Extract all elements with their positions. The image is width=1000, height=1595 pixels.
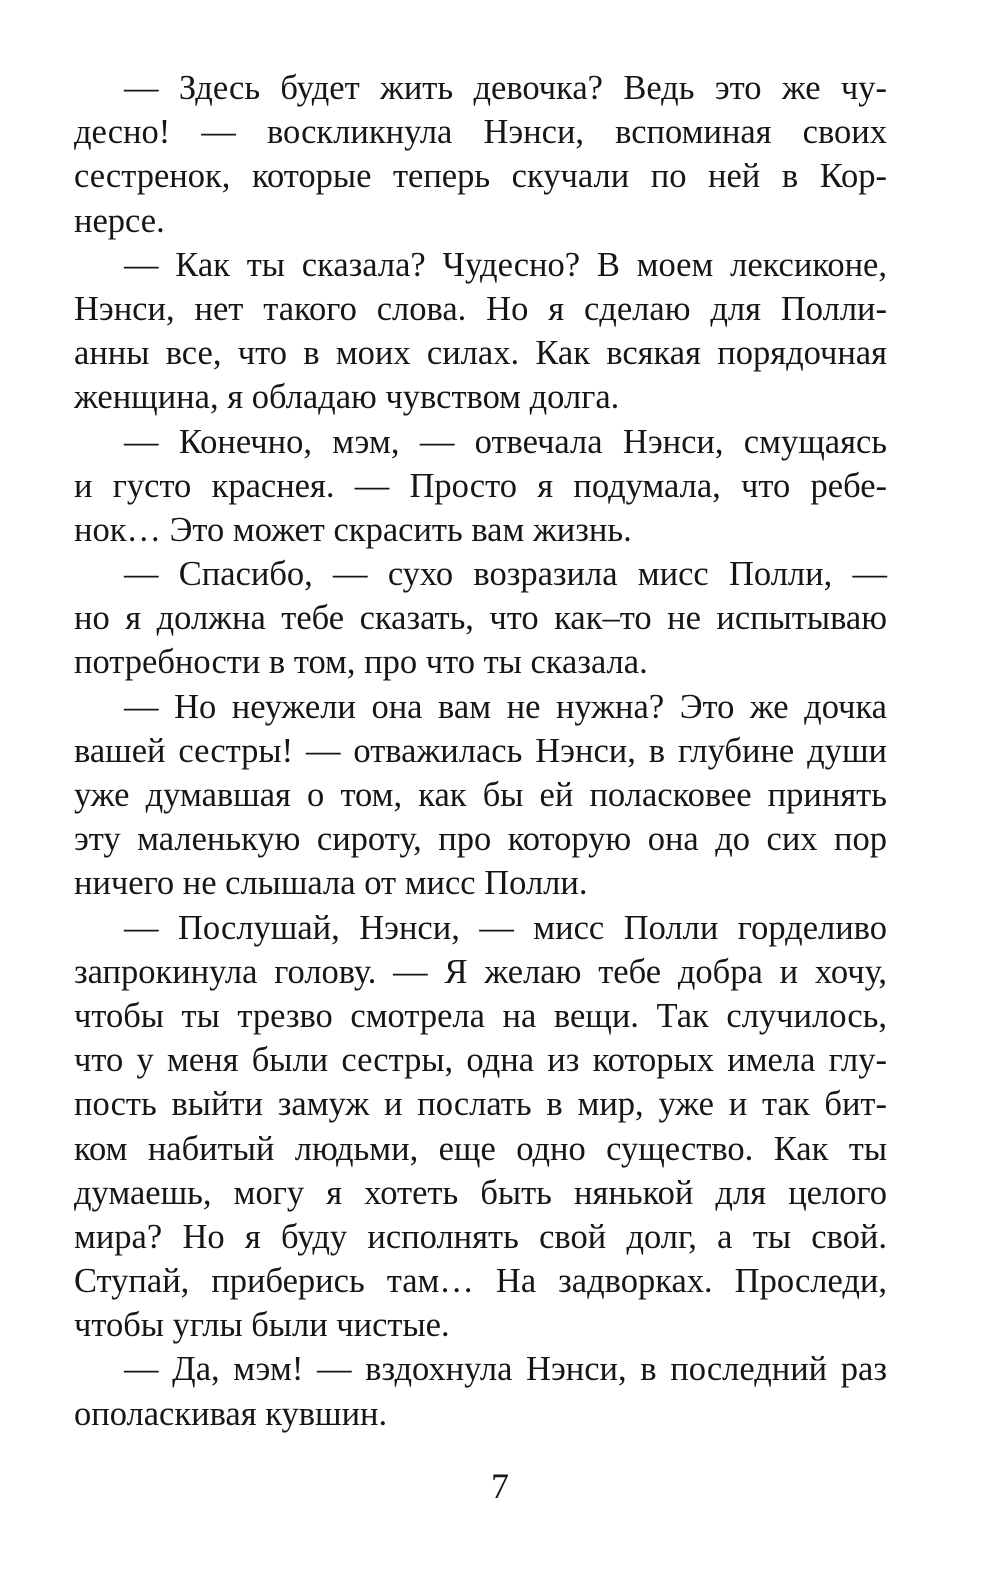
- book-page-text: [74, 66, 887, 1436]
- text-line: пость выйти замуж и послать в мир, уже и так бит-: [74, 1085, 887, 1124]
- text-line: что у меня были сестры, одна из которых имела глу-: [74, 1041, 887, 1080]
- text-line: — Да, мэм! — вздохнула Нэнси, в последний раз: [124, 1350, 887, 1389]
- text-line: Нэнси, нет такого слова. Но я сделаю для Полли-: [74, 289, 887, 328]
- text-line: и густо краснея. — Просто я подумала, что ребе-: [74, 466, 887, 505]
- text-line: вашей сестры! — отважилась Нэнси, в глубине души: [74, 731, 887, 770]
- text-line: запрокинула голову. — Я желаю тебе добра и хочу,: [74, 952, 887, 991]
- text-line: Ступай, приберись там… На задворках. Проследи,: [74, 1262, 887, 1301]
- text-line: — Здесь будет жить девочка? Ведь это же чу-: [124, 69, 887, 107]
- text-line: анны все, что в моих силах. Как всякая порядочная: [74, 334, 887, 373]
- text-line: чтобы ты трезво смотрела на вещи. Так случилось,: [74, 996, 887, 1035]
- text-line: эту маленькую сироту, про которую она до сих пор: [74, 820, 887, 859]
- text-line: чтобы углы были чистые.: [74, 1306, 450, 1345]
- text-line: — Послушай, Нэнси, — мисс Полли горделиво: [124, 908, 887, 947]
- text-line: ком набитый людьми, еще одно существо. Как ты: [74, 1129, 887, 1168]
- text-line: ополаскивая кувшин.: [74, 1394, 388, 1433]
- text-line: десно! — воскликнула Нэнси, вспоминая своих: [74, 113, 887, 152]
- text-line: — Но неужели она вам не нужна? Это же дочка: [124, 687, 887, 726]
- text-line: потребности в том, про что ты сказала.: [74, 643, 648, 682]
- page-number: 7: [491, 1466, 509, 1506]
- text-line: — Спасибо, — сухо возразила мисс Полли, —: [124, 555, 887, 594]
- text-line: женщина, я обладаю чувством долга.: [74, 378, 620, 417]
- text-line: нок… Это может скрасить вам жизнь.: [74, 510, 632, 549]
- text-line: ничего не слышала от мисс Полли.: [74, 864, 588, 903]
- text-line: нерсе.: [74, 201, 165, 240]
- text-line: — Как ты сказала? Чудесно? В моем лексиконе,: [124, 245, 887, 284]
- text-line: сестренок, которые теперь скучали по ней в Кор-: [74, 157, 887, 196]
- text-line: мира? Но я буду исполнять свой долг, а ты свой.: [74, 1217, 887, 1256]
- text-line: уже думавшая о том, как бы ей поласковее принять: [74, 776, 887, 814]
- text-line: — Конечно, мэм, — отвечала Нэнси, смущаясь: [124, 422, 887, 461]
- text-line: но я должна тебе сказать, что как–то не испытываю: [74, 599, 887, 638]
- text-line: думаешь, могу я хотеть быть нянькой для целого: [74, 1173, 887, 1212]
